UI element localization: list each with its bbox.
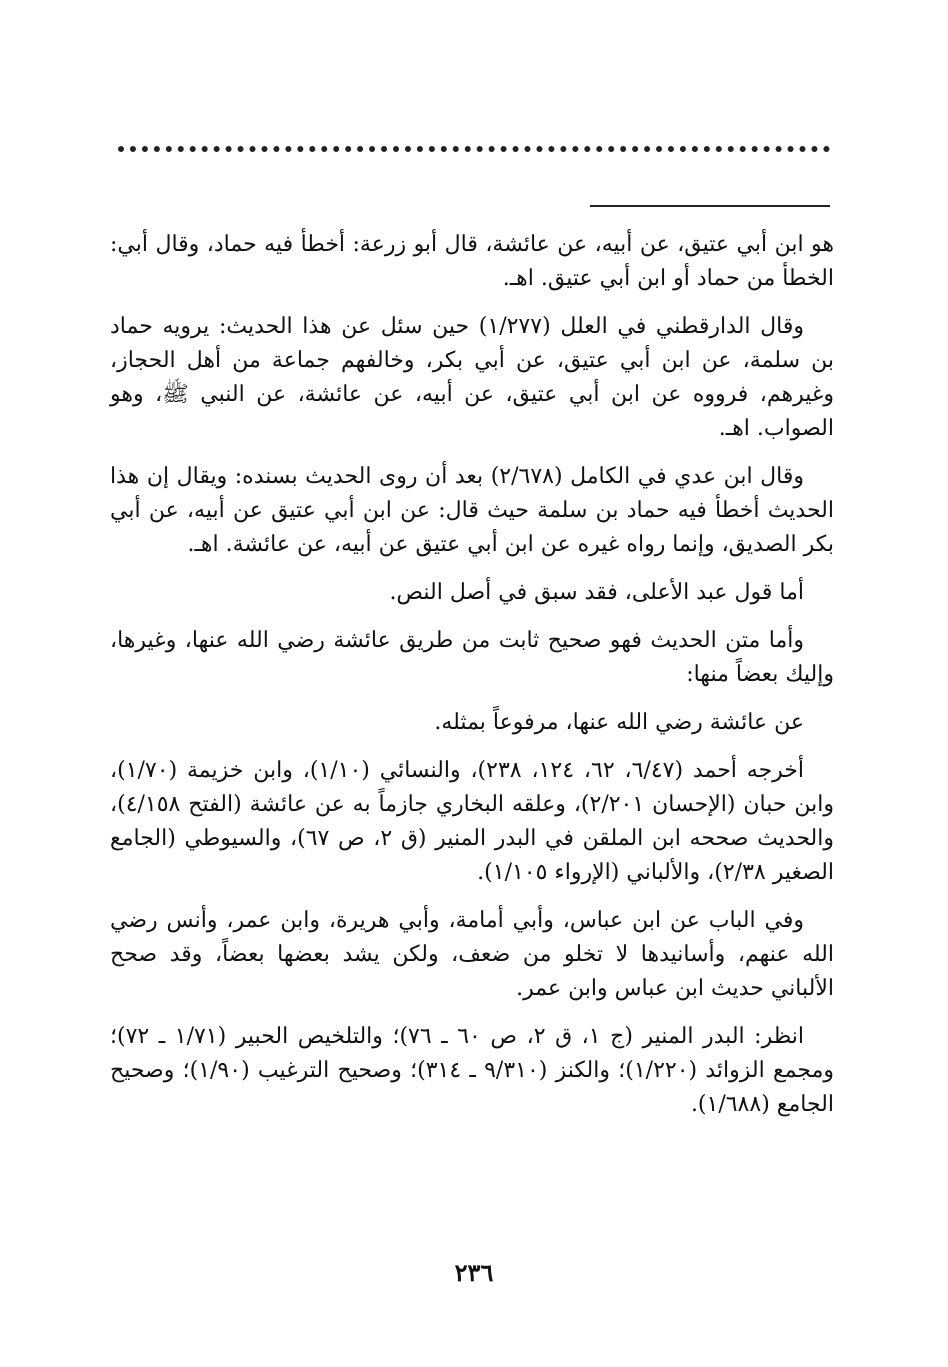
footnote-separator: [590, 205, 830, 207]
paragraph: وقال الدارقطني في العلل (١/٢٧٧) حين سئل عن هذا الحديث: يرويه حماد بن سلمة، عن ابن أبي عتيق، عن أبي بكر، وخالفهم جماعة من أهل الحجاز، وغيرهم، فرووه عن ابن أبي عتيق، عن أبيه، عن عائشة، عن النبي ﷺ، وهو الصواب. اهـ.: [110, 314, 834, 441]
paragraph: أما قول عبد الأعلى، فقد سبق في أصل النص.: [389, 580, 804, 605]
dotted-separator: [118, 146, 830, 152]
paragraph: انظر: البدر المنير (ج ١، ق ٢، ص ٦٠ ـ ٧٦)؛ والتلخيص الحبير (١/٧١ ـ ٧٢)؛ ومجمع الزوائد (١/٢٢٠)؛ والكنز (٩/٣١٠ ـ ٣١٤)؛ وصحيح الترغيب (١/٩٠)؛ وصحيح الجامع (١/٦٨٨).: [110, 1024, 835, 1117]
page-number: ٢٣٦: [454, 1258, 494, 1287]
paragraph: أخرجه أحمد (٦/٤٧، ٦٢، ١٢٤، ٢٣٨)، والنسائي (١/١٠)، وابن خزيمة (١/٧٠)، وابن حبان (الإحسان ٢/٢٠١)، وعلقه البخاري جازماً به عن عائشة (الفتح ٤/١٥٨)، والحديث صححه ابن الملقن في البدر المنير (ق ٢، ص ٦٧)، والسيوطي (الجامع الصغير ٢/٣٨)، والألباني (الإرواء ١/١٠٥).: [110, 758, 835, 885]
paragraph: وأما متن الحديث فهو صحيح ثابت من طريق عائشة رضي الله عنها، وغيرها، وإليك بعضاً منها:: [110, 628, 834, 687]
paragraph: وقال ابن عدي في الكامل (٢/٦٧٨) بعد أن روى الحديث بسنده: ويقال إن هذا الحديث أخطأ فيه حماد بن سلمة حيث قال: عن ابن أبي عتيق عن أبيه، عن أبي بكر الصديق، وإنما رواه غيره عن ابن أبي عتيق عن أبيه، عن عائشة. اهـ.: [110, 464, 834, 557]
paragraph: هو ابن أبي عتيق، عن أبيه، عن عائشة، قال أبو زرعة: أخطأ فيه حماد، وقال أبي: الخطأ من حماد أو ابن أبي عتيق. اهـ.: [110, 232, 834, 291]
paragraph: وفي الباب عن ابن عباس، وأبي أمامة، وأبي هريرة، وابن عمر، وأنس رضي الله عنهم، وأسانيدها لا تخلو من ضعف، ولكن يشد بعضها بعضاً، وقد صحح الألباني حديث ابن عباس وابن عمر.: [110, 908, 834, 1001]
footnote-text: [110, 228, 834, 1136]
paragraph: عن عائشة رضي الله عنها، مرفوعاً بمثله.: [434, 710, 804, 735]
